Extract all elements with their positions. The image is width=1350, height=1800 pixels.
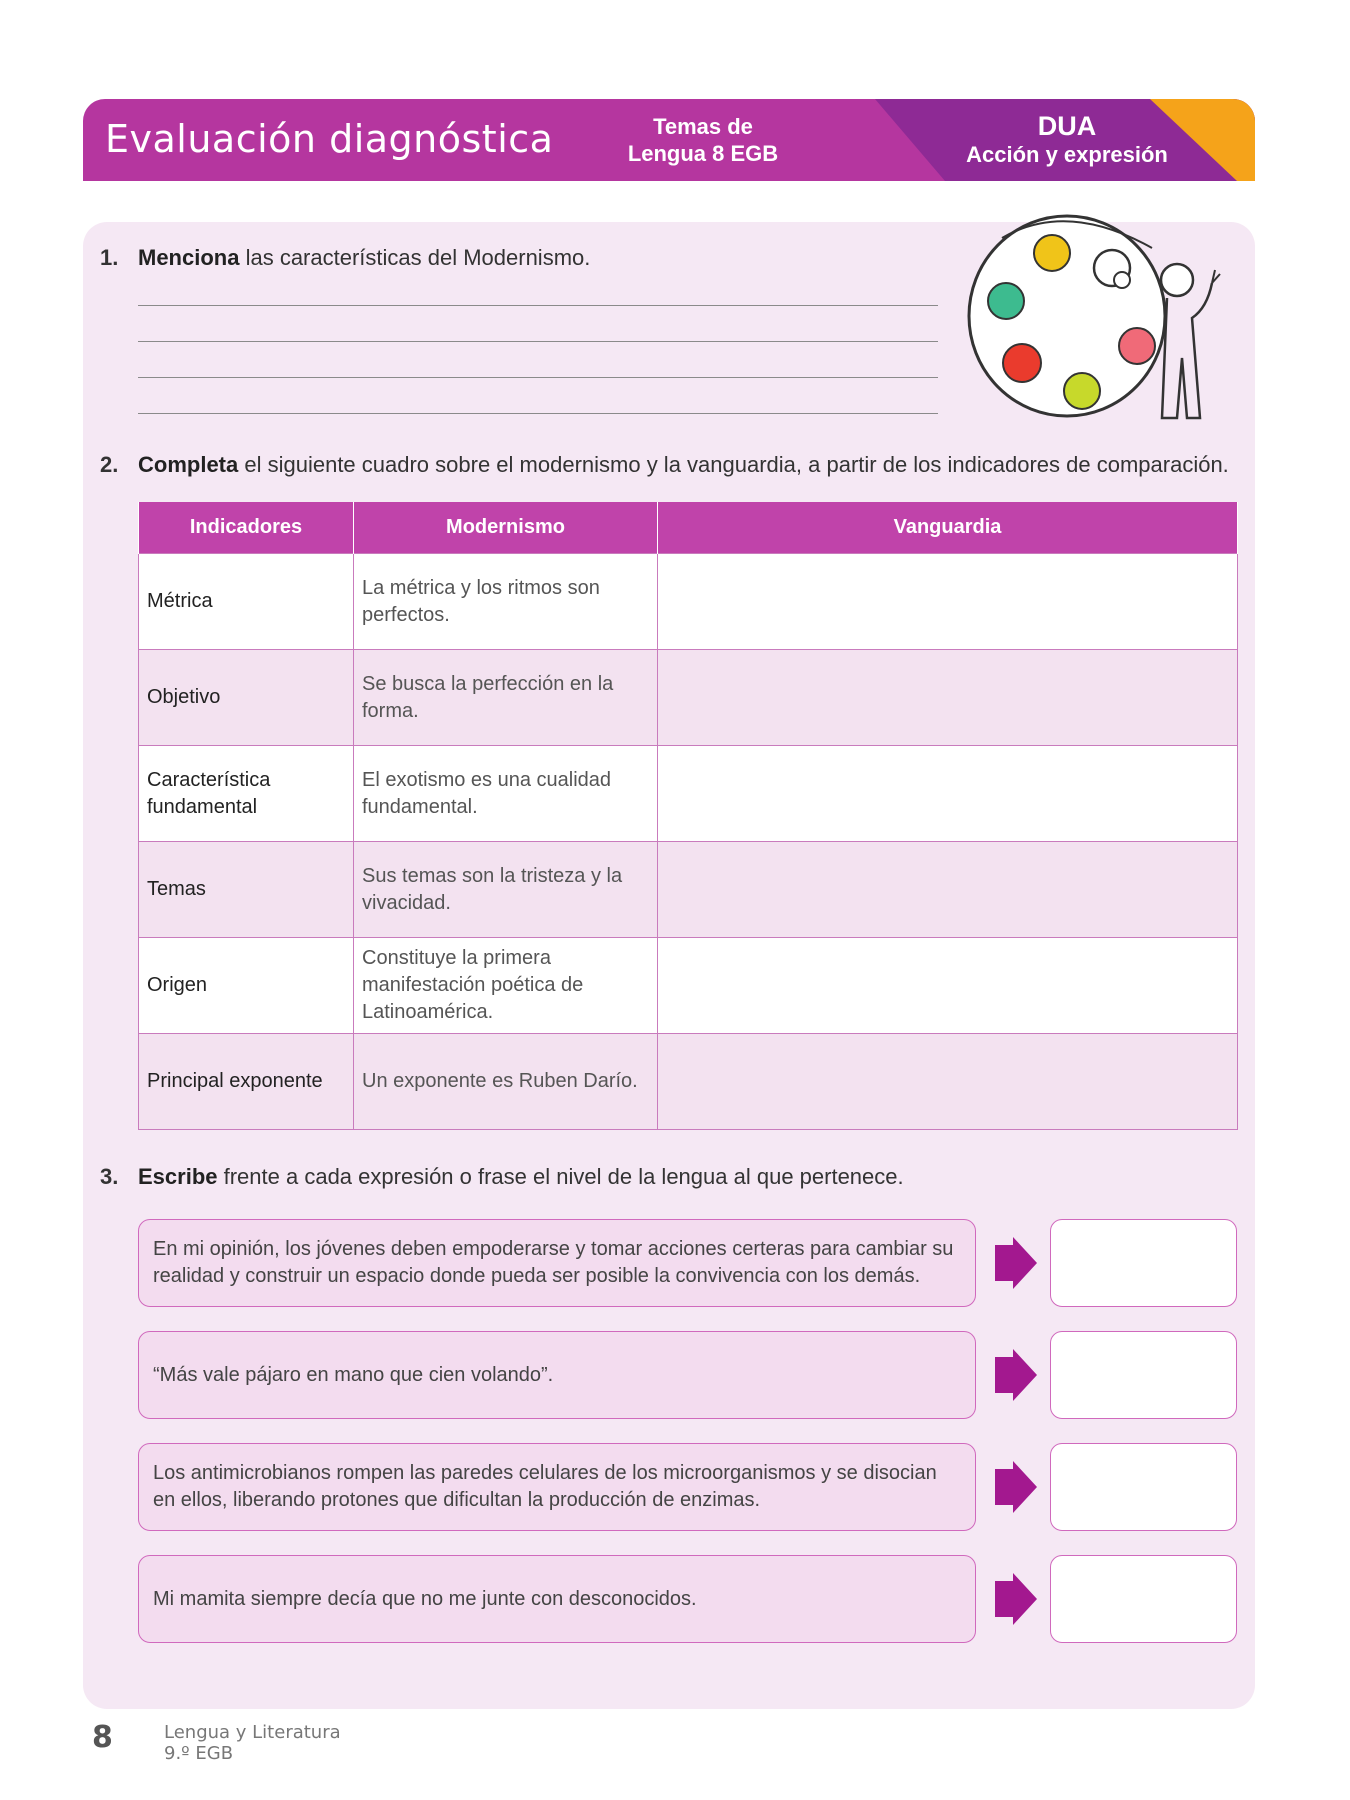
question-number: 1.: [100, 245, 119, 270]
vanguardia-answer-cell[interactable]: [658, 554, 1238, 650]
dua-label: [947, 111, 1187, 168]
vanguardia-answer-cell[interactable]: [658, 746, 1238, 842]
topic-line-2: Lengua 8 EGB: [627, 141, 779, 166]
answer-line[interactable]: [138, 305, 938, 306]
indicator-cell: Objetivo: [139, 650, 354, 746]
topic-line-1: Temas de: [653, 114, 753, 139]
indicator-cell: Principal exponente: [139, 1034, 354, 1130]
modernismo-cell: Un exponente es Ruben Darío.: [354, 1034, 658, 1130]
arrow-right-icon: [995, 1461, 1037, 1513]
column-header-indicadores: Indicadores: [139, 502, 354, 554]
expression-text: Mi mamita siempre decía que no me junte con desconocidos.: [153, 1587, 697, 1610]
question-1: [100, 245, 590, 271]
question-3: [100, 1164, 904, 1190]
expression-box: [138, 1331, 976, 1419]
dua-subtitle: Acción y expresión: [966, 142, 1168, 167]
modernismo-cell: Se busca la perfección en la forma.: [354, 650, 658, 746]
question-verb: Menciona: [138, 245, 240, 270]
expression-box: [138, 1443, 976, 1531]
indicator-cell: Temas: [139, 842, 354, 938]
question-text: el siguiente cuadro sobre el modernismo y la vanguardia, a partir de los indicadores de comparación.: [238, 452, 1229, 477]
comparison-table: [138, 502, 1238, 1130]
answer-line[interactable]: [138, 377, 938, 378]
table-row: [139, 650, 1238, 746]
arrow-right-icon: [995, 1573, 1037, 1625]
table-row: [139, 842, 1238, 938]
page-title: Evaluación diagnóstica: [105, 117, 554, 161]
indicator-cell: Origen: [139, 938, 354, 1034]
modernismo-cell: Constituye la primera manifestación poética de Latinoamérica.: [354, 938, 658, 1034]
answer-box[interactable]: [1050, 1443, 1237, 1531]
expression-text: Los antimicrobianos rompen las paredes celulares de los microorganismos y se disocian en ellos, liberando protones que dificultan la producción de enzimas.: [153, 1462, 937, 1511]
question-number: 3.: [100, 1164, 119, 1189]
answer-line[interactable]: [138, 413, 938, 414]
modernismo-cell: La métrica y los ritmos son perfectos.: [354, 554, 658, 650]
column-header-modernismo: Modernismo: [354, 502, 658, 554]
table-row: [139, 938, 1238, 1034]
footer-subject: [164, 1722, 341, 1764]
subject-name: Lengua y Literatura: [164, 1722, 341, 1743]
vanguardia-answer-cell[interactable]: [658, 842, 1238, 938]
expression-text: “Más vale pájaro en mano que cien volando”.: [153, 1363, 554, 1386]
grade-label: 9.º EGB: [164, 1743, 234, 1764]
expression-text: En mi opinión, los jóvenes deben empoderarse y tomar acciones certeras para cambiar su realidad y construir un espacio donde pueda ser posible la convivencia con los demás.: [153, 1238, 954, 1287]
expression-box: [138, 1219, 976, 1307]
question-number: 2.: [100, 452, 119, 477]
question-verb: Completa: [138, 452, 239, 477]
table-row: [139, 554, 1238, 650]
header-banner: [83, 99, 1255, 181]
indicator-cell: Métrica: [139, 554, 354, 650]
table-row: [139, 746, 1238, 842]
answer-line[interactable]: [138, 341, 938, 342]
arrow-right-icon: [995, 1349, 1037, 1401]
question-2: [100, 452, 1260, 478]
vanguardia-answer-cell[interactable]: [658, 938, 1238, 1034]
answer-box[interactable]: [1050, 1555, 1237, 1643]
vanguardia-answer-cell[interactable]: [658, 650, 1238, 746]
table-header-row: [139, 502, 1238, 554]
paint-palette-character-icon: [962, 208, 1232, 428]
expression-box: [138, 1555, 976, 1643]
page-number: 8: [92, 1720, 113, 1755]
vanguardia-answer-cell[interactable]: [658, 1034, 1238, 1130]
question-text: frente a cada expresión o frase el nivel de la lengua al que pertenece.: [217, 1164, 904, 1189]
modernismo-cell: El exotismo es una cualidad fundamental.: [354, 746, 658, 842]
topic-label: [593, 113, 813, 167]
answer-box[interactable]: [1050, 1219, 1237, 1307]
question-text: las características del Modernismo.: [239, 245, 591, 270]
table-row: [139, 1034, 1238, 1130]
column-header-vanguardia: Vanguardia: [658, 502, 1238, 554]
question-verb: Escribe: [138, 1164, 218, 1189]
dua-title: DUA: [1037, 111, 1097, 141]
answer-box[interactable]: [1050, 1331, 1237, 1419]
arrow-right-icon: [995, 1237, 1037, 1289]
modernismo-cell: Sus temas son la tristeza y la vivacidad.: [354, 842, 658, 938]
indicator-cell: Característica fundamental: [139, 746, 354, 842]
